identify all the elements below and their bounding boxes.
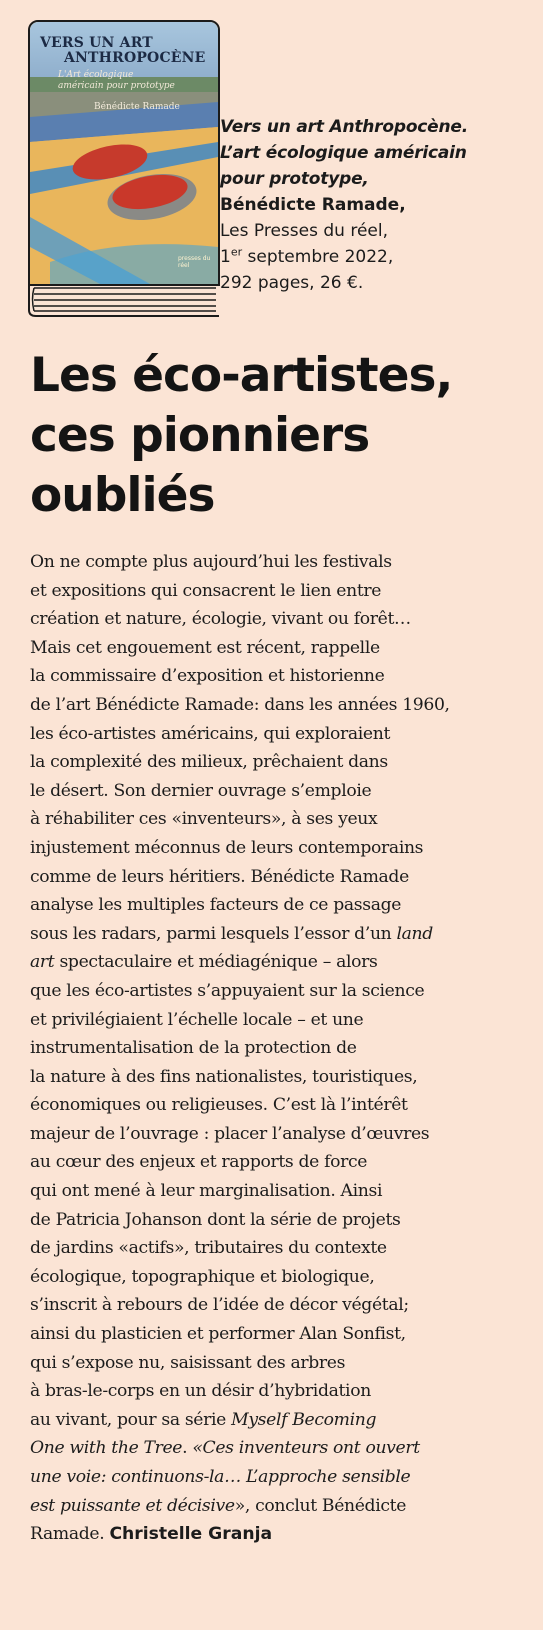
cover-publisher: presses du réel [178, 255, 211, 269]
body-italic-text: land [396, 923, 433, 944]
book-illustration [28, 20, 223, 320]
book-title-line2: L’art écologique américain [220, 143, 467, 163]
book-date-sup: er [230, 245, 243, 259]
body-line: la complexité des milieux, prêchaient dans [30, 752, 388, 773]
body-line: instrumentalisation de la protection de [30, 1038, 357, 1059]
body-italic-text: art [30, 952, 55, 973]
body-text: spectaculaire et médiagénique – alors [54, 952, 378, 973]
body-line: injustement méconnus de leurs contemporains [30, 837, 424, 858]
body-line: majeur de l’ouvrage : placer l’analyse d’œuvres [30, 1123, 430, 1144]
body-line: économiques ou religieuses. C’est là l’intérêt [30, 1095, 408, 1116]
body-line: On ne compte plus aujourd’hui les festivals [30, 552, 392, 572]
body-italic-text: une voie: continuons-la… L’approche sensible [30, 1467, 411, 1487]
cover-title [40, 36, 210, 66]
body-line [30, 1434, 535, 1463]
article-signature: Christelle Granja [109, 1524, 273, 1545]
headline-line2: ces pionniers [30, 408, 370, 463]
book-date-day: 1 [220, 247, 231, 267]
body-line: s’inscrit à rebours de l’idée de décor végétal; [30, 1295, 409, 1316]
article-body [30, 548, 535, 1549]
body-line: et expositions qui consacrent le lien entre [30, 580, 382, 601]
body-line [30, 1463, 535, 1492]
body-line: analyse les multiples facteurs de ce passage [30, 895, 402, 916]
article-headline [30, 346, 535, 526]
body-line: à réhabiliter ces «inventeurs», à ses yeux [30, 809, 378, 830]
book-title-line3: pour prototype, [220, 169, 369, 189]
body-line: écologique, topographique et biologique, [30, 1266, 375, 1287]
body-line [30, 1406, 535, 1435]
body-line [30, 948, 535, 977]
body-line: le désert. Son dernier ouvrage s’emploie [30, 780, 372, 801]
book-details: 292 pages, 26 €. [220, 273, 364, 293]
body-text: Ramade. [30, 1524, 110, 1545]
body-line: ainsi du plasticien et performer Alan Sonfist, [30, 1324, 406, 1345]
body-line: de jardins «actifs», tributaires du contexte [30, 1238, 387, 1259]
body-line: comme de leurs héritiers. Bénédicte Ramade [30, 866, 409, 887]
body-italic-text: One with the Tree [30, 1438, 183, 1459]
book-info [220, 114, 540, 296]
cover-author: Bénédicte Ramade [94, 102, 180, 112]
headline-line3: oubliés [30, 468, 215, 523]
body-italic-text: «Ces inventeurs ont ouvert [192, 1438, 420, 1459]
body-line: création et nature, écologie, vivant ou forêt… [30, 609, 411, 630]
body-line: les éco-artistes américains, qui exploraient [30, 723, 391, 744]
body-line: que les éco-artistes s’appuyaient sur la science [30, 980, 425, 1001]
cover-title-line1: VERS UN ART [40, 35, 153, 51]
cover-title-line2: ANTHROPOCÈNE [64, 50, 206, 66]
body-text: . [182, 1438, 193, 1459]
body-line: de l’art Bénédicte Ramade: dans les années 1960, [30, 694, 450, 715]
book-cover-image [28, 20, 220, 286]
body-line: qui ont mené à leur marginalisation. Ainsi [30, 1181, 383, 1202]
body-italic-text: est puissante et décisive [30, 1495, 235, 1516]
headline-line1: Les éco-artistes, [30, 348, 453, 403]
body-line [30, 920, 535, 949]
cover-subtitle: L'Art écologique américain pour prototype [58, 70, 175, 91]
body-line [30, 1492, 535, 1521]
book-date-rest: septembre 2022, [242, 247, 394, 267]
body-line: la commissaire d’exposition et historienne [30, 666, 385, 687]
body-text: au vivant, pour sa série [30, 1409, 232, 1430]
book-date [220, 244, 540, 270]
body-line: de Patricia Johanson dont la série de projets [30, 1209, 401, 1230]
book-pages-drawing [28, 282, 220, 318]
body-line: Mais cet engouement est récent, rappelle [30, 637, 380, 658]
body-line: la nature à des fins nationalistes, touristiques, [30, 1066, 418, 1087]
book-publisher: Les Presses du réel, [220, 221, 388, 241]
body-italic-text: Myself Becoming [231, 1409, 377, 1430]
body-line: qui s’expose nu, saisissant des arbres [30, 1352, 346, 1373]
body-text: », conclut Bénédicte [234, 1495, 407, 1516]
body-line: au cœur des enjeux et rapports de force [30, 1152, 368, 1173]
body-line: à bras-le-corps en un désir d’hybridation [30, 1381, 371, 1402]
book-title-line1: Vers un art Anthropocène. [220, 117, 468, 137]
body-line: et privilégiaient l’échelle locale – et une [30, 1009, 364, 1030]
body-line [30, 1520, 535, 1549]
book-author: Bénédicte Ramade, [220, 195, 406, 215]
body-text: sous les radars, parmi lesquels l’essor d’un [30, 923, 397, 944]
